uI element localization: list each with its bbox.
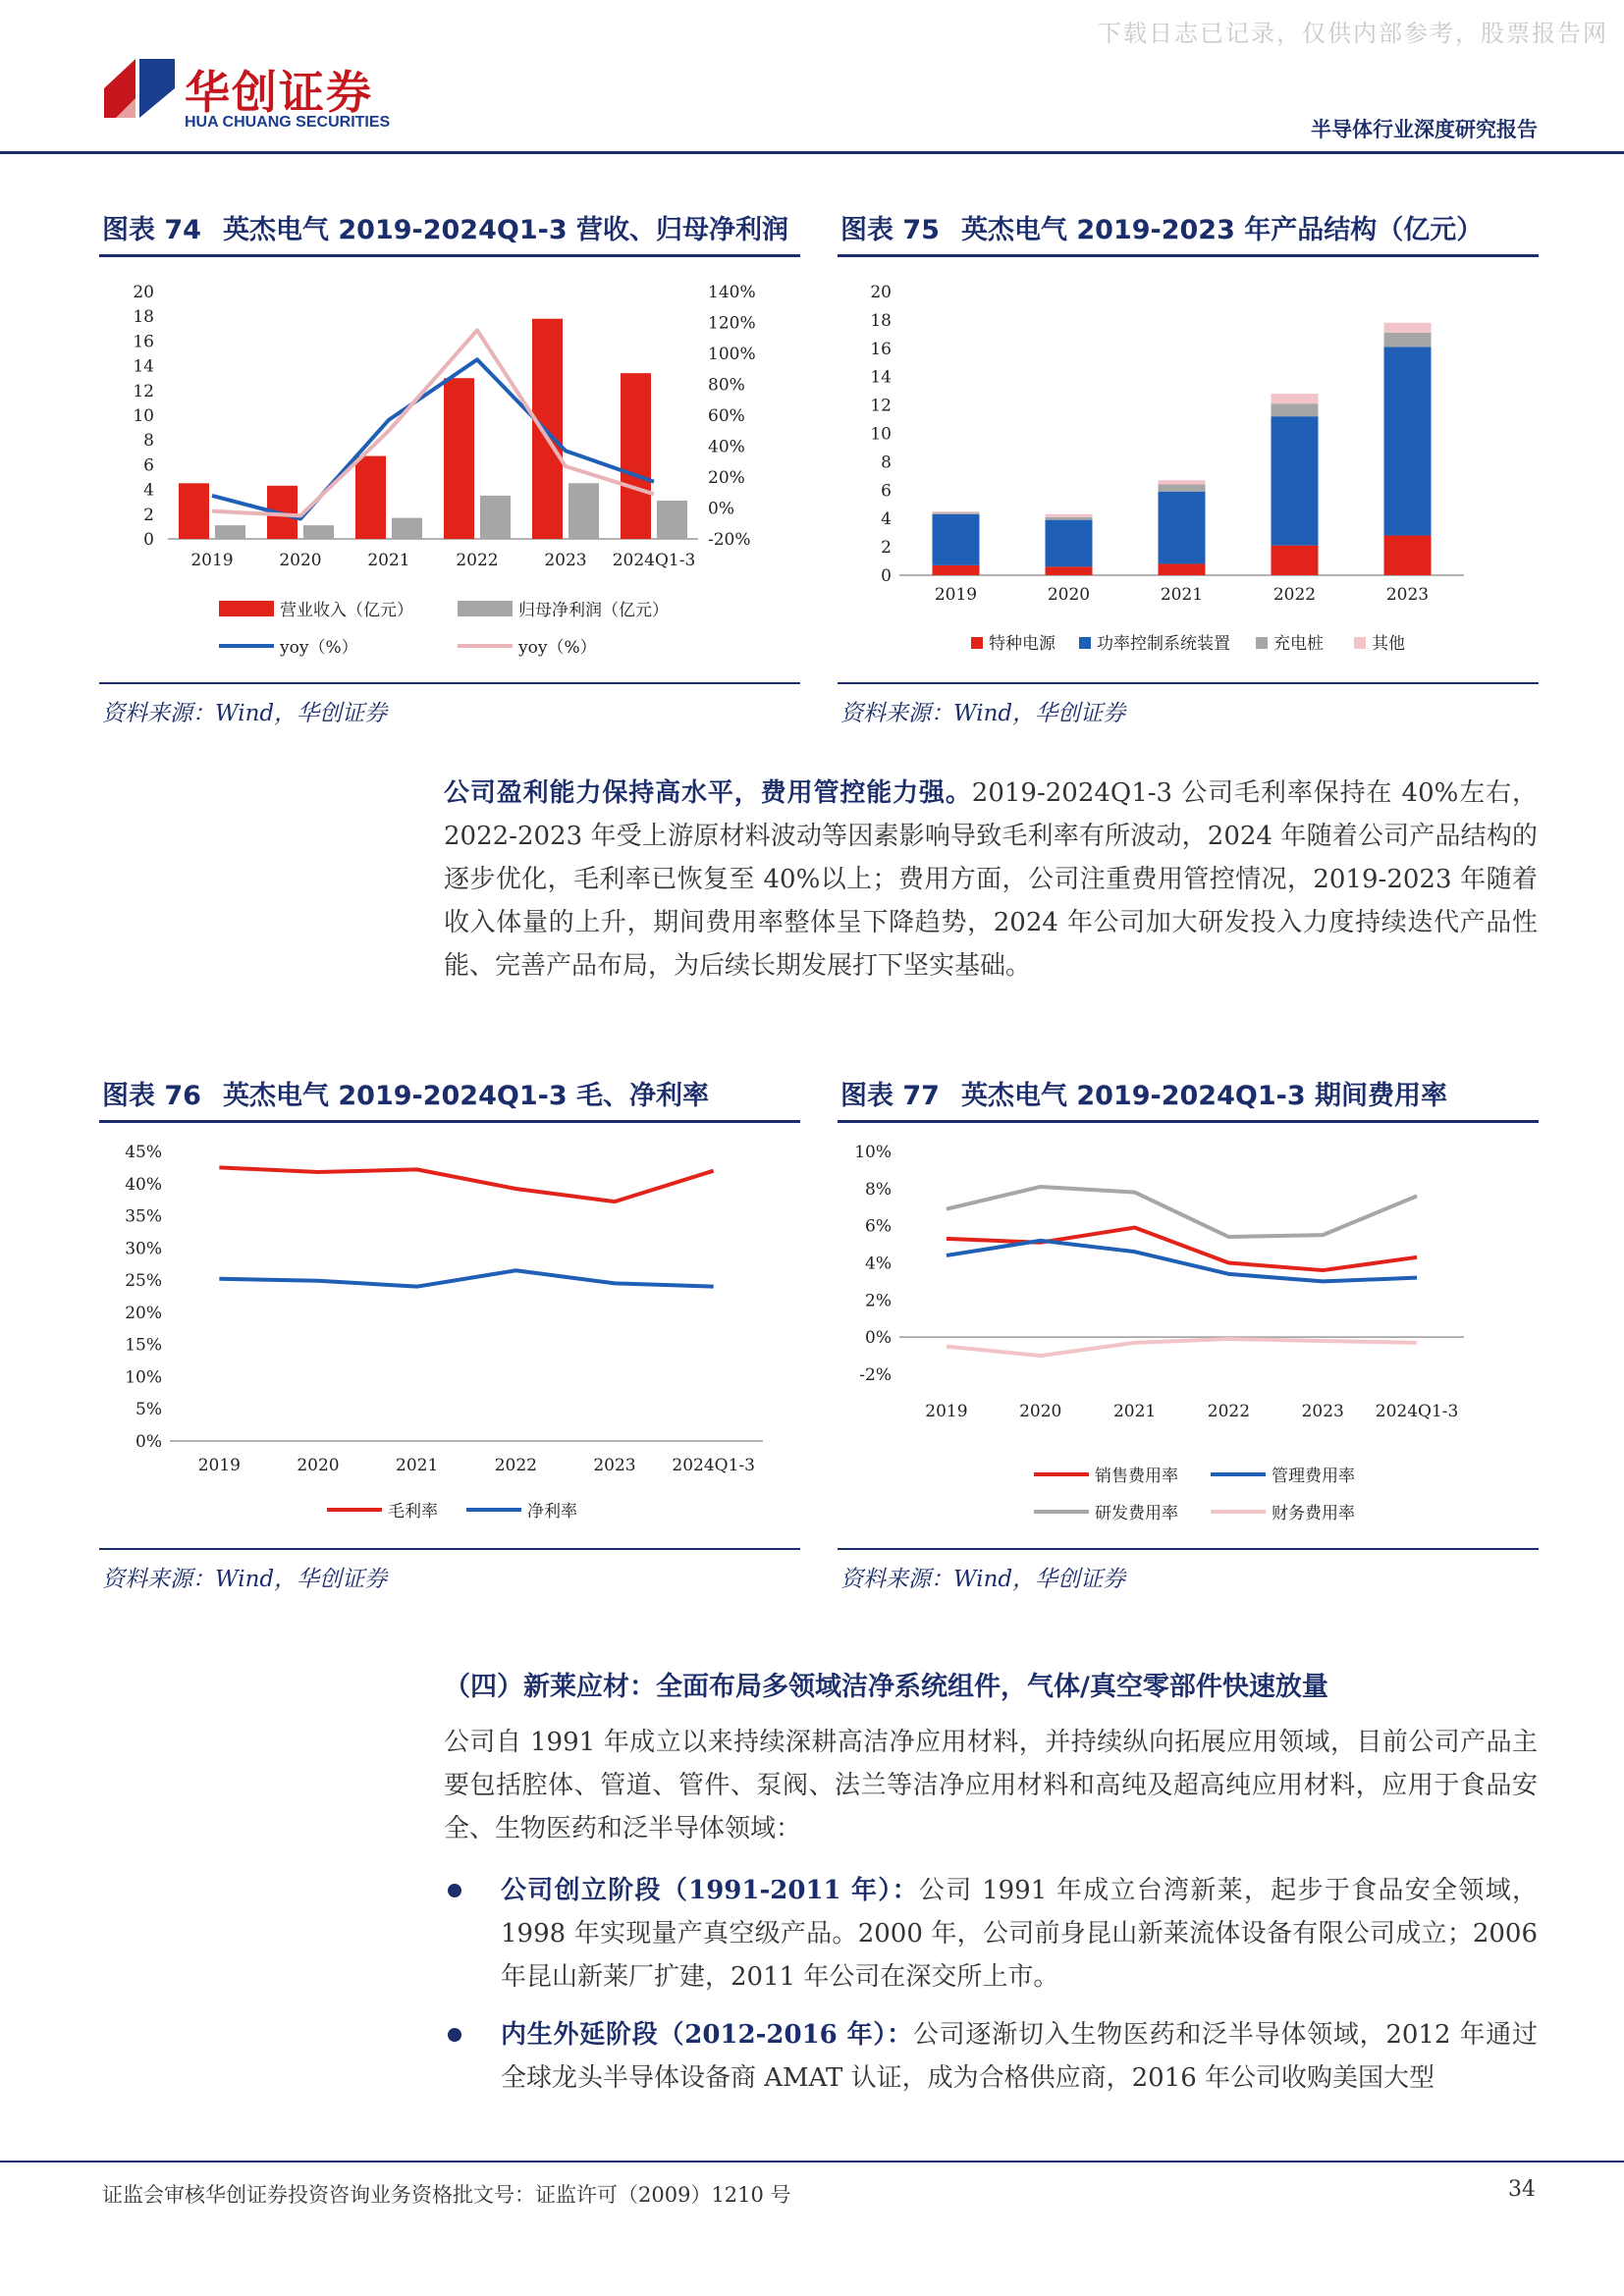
page-number: 34 [1508,2177,1536,2202]
chart-74-y2tick: 60% [708,406,745,426]
chart-76-ytick: 40% [125,1174,162,1195]
chart-74-bar-0-4 [532,319,563,539]
chart-74-xtick: 2022 [456,551,499,570]
chart-74-bar-1-3 [480,496,511,539]
chart-75-bar-2-2 [1159,485,1206,492]
chart-76-ytick: 30% [125,1239,162,1259]
chart-77-legend-label-0: 销售费用率 [1095,1467,1178,1486]
figure-77-title [840,1074,1447,1112]
chart-77-xtick: 2019 [925,1402,968,1421]
chart-74-y2tick: 80% [708,375,745,396]
figure-77-top-rule [838,1120,1539,1123]
chart-74-ytick: 8 [143,431,154,452]
chart-75-xtick: 2019 [934,585,978,605]
figure-75-title [840,208,1483,246]
chart-75-xtick: 2020 [1047,585,1091,605]
chart-75-ytick: 2 [881,538,892,559]
chart-74-bar-0-3 [444,378,474,539]
chart-77-ytick: 0% [865,1328,892,1349]
chart-74-y2tick: 40% [708,437,745,457]
chart-76-xtick: 2019 [197,1456,241,1475]
chart-77-ytick: 6% [865,1216,892,1237]
figure-75-number: 图表 75 [840,215,940,245]
bullet-2-lead: 内生外延阶段（2012-2016 年）： [501,2020,913,2050]
logo-icon [102,55,177,120]
chart-76-ytick: 25% [125,1271,162,1292]
figure-75-caption: 英杰电气 2019-2023 年产品结构（亿元） [960,215,1484,245]
chart-76-legend-label-0: 毛利率 [388,1502,438,1522]
chart-75-xtick: 2023 [1385,585,1430,605]
chart-76-xtick: 2021 [396,1456,439,1475]
chart-74-ytick: 4 [143,480,154,501]
chart-75-xtick: 2021 [1160,585,1204,605]
figure-77-number: 图表 77 [840,1081,940,1111]
chart-74-legend-label-2: yoy（%） [280,638,358,658]
chart-74-y2tick: 120% [708,313,756,334]
header-divider [0,151,1624,154]
chart-74-ytick: 2 [143,505,154,525]
chart-76-ytick: 35% [125,1206,162,1227]
logo-text-en: HUA CHUANG SECURITIES [185,114,391,131]
chart-74-xtick: 2024Q1-3 [612,551,696,570]
chart-75-bar-1-0 [933,514,980,565]
chart-75-ytick: 12 [870,396,892,416]
chart-75-ytick: 14 [870,367,892,388]
figure-75-bottom-rule [838,682,1539,684]
chart-75-bar-0-1 [1046,566,1093,575]
chart-77-line-3 [947,1339,1417,1356]
chart-77-legend-label-2: 研发费用率 [1095,1504,1178,1523]
chart-74-xtick: 2023 [544,551,587,570]
chart-75-legend-label-2: 充电桩 [1273,634,1324,654]
chart-75 [838,261,1539,673]
chart-77-xtick: 2023 [1301,1402,1344,1421]
chart-74-bar-1-2 [392,518,422,539]
chart-74-ytick: 10 [133,406,154,426]
bullet-1 [501,1869,1538,1999]
chart-75-bar-3-4 [1384,323,1432,333]
chart-75-ytick: 4 [881,509,892,530]
chart-75-bar-2-1 [1046,517,1093,520]
chart-75-bar-1-1 [1046,520,1093,567]
bullet-1-dot [448,1884,461,1897]
chart-76-xtick: 2023 [593,1456,636,1475]
figure-74-caption: 英杰电气 2019-2024Q1-3 营收、归母净利润 [222,215,789,245]
chart-75-legend-label-1: 功率控制系统装置 [1097,634,1230,654]
chart-75-legend-swatch-0 [971,637,983,649]
chart-75-legend-swatch-3 [1354,637,1366,649]
footer-license: 证监会审核华创证券投资咨询业务资格批文号：证监许可（2009）1210 号 [102,2183,791,2207]
chart-74-bar-1-1 [303,525,334,539]
chart-74-legend-label-0: 营业收入（亿元） [280,601,413,620]
chart-74-ytick: 16 [133,332,154,352]
chart-74-bar-1-0 [215,525,245,539]
chart-74-y2tick: 140% [708,283,756,302]
chart-76-xtick: 2022 [494,1456,537,1475]
chart-75-bar-1-2 [1159,492,1206,564]
chart-76-ytick: 0% [135,1432,162,1452]
chart-77-legend-label-1: 管理费用率 [1272,1467,1355,1486]
profitability-paragraph [444,772,1538,988]
chart-74 [99,261,800,673]
chart-75-ytick: 0 [881,566,892,586]
chart-76-ytick: 10% [125,1367,162,1388]
figure-76-title [102,1074,709,1112]
chart-74-ytick: 12 [133,381,154,401]
chart-75-xtick: 2022 [1272,585,1317,605]
bullet-2-dot [448,2028,461,2042]
chart-75-ytick: 8 [881,453,892,473]
chart-74-legend-label-1: 归母净利润（亿元） [518,601,669,620]
chart-76-ytick: 45% [125,1143,162,1162]
chart-75-ytick: 18 [870,310,892,331]
chart-74-bar-0-0 [179,483,209,539]
figure-74-number: 图表 74 [102,215,201,245]
watermark-text: 下载日志已记录，仅供内部参考，股票报告网 [1098,20,1608,47]
chart-77-xtick: 2022 [1207,1402,1251,1421]
chart-77-xtick: 2024Q1-3 [1375,1402,1459,1421]
chart-75-bar-2-3 [1272,403,1319,416]
figure-74-bottom-rule [99,682,800,684]
chart-75-bar-0-0 [933,565,980,575]
chart-75-ytick: 10 [870,424,892,445]
bullet-1-text: 公司 1991 年成立台湾新莱，起步于食品安全领域，1998 年实现量产真空级产品。2000 年，公司前身昆山新莱流体设备有限公司成立；2006 年昆山新莱厂扩建，2011 年公司在深交所上市。 [501,1876,1538,1992]
chart-74-bar-0-2 [355,456,386,539]
chart-75-bar-1-3 [1272,416,1319,545]
footer-divider [0,2161,1624,2163]
chart-75-bar-1-4 [1384,347,1432,535]
chart-75-bar-3-1 [1046,514,1093,517]
profitability-lead: 公司盈利能力保持高水平，费用管控能力强。 [444,778,972,808]
chart-74-bar-1-4 [568,483,599,539]
chart-76-xtick: 2024Q1-3 [672,1456,755,1475]
chart-74-bar-1-5 [657,501,687,539]
chart-74-legend-swatch-1 [458,601,513,616]
chart-75-ytick: 20 [870,283,892,302]
figure-74-top-rule [99,254,800,257]
chart-77-ytick: 4% [865,1254,892,1274]
chart-76-line-0 [219,1167,713,1201]
chart-74-legend-swatch-0 [219,601,274,616]
chart-74-ytick: 6 [143,455,154,476]
chart-74-ytick: 18 [133,307,154,328]
figure-77-caption: 英杰电气 2019-2024Q1-3 期间费用率 [960,1081,1448,1111]
profitability-text: 2019-2024Q1-3 公司毛利率保持在 40%左右，2022-2023 年受上游原材料波动等因素影响导致毛利率有所波动，2024 年随着公司产品结构的逐步优化，毛利率已恢复至 40%以上；费用方面，公司注重费用管控情况，2019-2023 年随着收入体量的上升，期间费用率整体呈下降趋势，2024 年公司加大研发投入力度持续迭代产品性能、完善产品布局，为后续长期发展打下坚实基础。 [444,778,1538,981]
chart-75-legend-swatch-1 [1079,637,1091,649]
chart-75-bar-0-4 [1384,536,1432,575]
chart-77-ytick: 10% [854,1143,892,1162]
report-title: 半导体行业深度研究报告 [1311,118,1538,141]
chart-74-ytick: 0 [143,530,154,550]
figure-76-caption: 英杰电气 2019-2024Q1-3 毛、净利率 [222,1081,710,1111]
chart-75-bar-2-4 [1384,333,1432,347]
chart-74-y2tick: 0% [708,499,734,519]
chart-75-bar-3-3 [1272,394,1319,403]
chart-77-line-2 [947,1187,1417,1237]
chart-76 [99,1127,800,1539]
chart-74-y2tick: -20% [708,530,751,550]
figure-75-top-rule [838,254,1539,257]
chart-77-ytick: 2% [865,1291,892,1311]
chart-75-bar-0-2 [1159,563,1206,575]
chart-75-bar-3-0 [933,511,980,512]
figure-75-source: 资料来源：Wind，华创证券 [840,701,1126,726]
chart-75-bar-3-2 [1159,480,1206,484]
figure-77-bottom-rule [838,1548,1539,1550]
chart-74-xtick: 2019 [190,551,234,570]
chart-74-xtick: 2021 [367,551,410,570]
chart-77-xtick: 2020 [1019,1402,1062,1421]
chart-75-bar-2-0 [933,512,980,513]
chart-74-xtick: 2020 [279,551,322,570]
chart-74-y2tick: 100% [708,345,756,364]
chart-77-legend-label-3: 财务费用率 [1272,1504,1355,1523]
chart-74-bar-0-5 [621,373,651,539]
section-4-heading: （四）新莱应材：全面布局多领域洁净系统组件，气体/真空零部件快速放量 [444,1672,1328,1702]
figure-74-title [102,208,788,246]
chart-76-legend-label-1: 净利率 [527,1502,577,1522]
bullet-1-lead: 公司创立阶段（1991-2011 年）： [501,1876,919,1905]
chart-75-legend-label-3: 其他 [1372,634,1405,654]
chart-75-bar-0-3 [1272,546,1319,575]
figure-77-source: 资料来源：Wind，华创证券 [840,1567,1126,1592]
figure-76-top-rule [99,1120,800,1123]
chart-74-legend-label-3: yoy（%） [518,638,597,658]
bullet-2-text: 公司逐渐切入生物医药和泛半导体领域，2012 年通过全球龙头半导体设备商 AMAT 认证，成为合格供应商，2016 年公司收购美国大型 [501,2020,1539,2093]
chart-76-ytick: 5% [135,1400,162,1420]
bullet-2 [501,2013,1538,2100]
chart-77-ytick: 8% [865,1179,892,1200]
chart-77-ytick: -2% [859,1365,892,1385]
chart-75-ytick: 6 [881,481,892,502]
chart-74-ytick: 14 [133,356,154,377]
chart-76-ytick: 20% [125,1303,162,1323]
chart-77-xtick: 2021 [1112,1402,1157,1421]
chart-75-ytick: 16 [870,339,892,359]
chart-75-legend-label-0: 特种电源 [989,634,1056,654]
logo-text-cn: 华创证券 [185,66,373,119]
figure-76-source: 资料来源：Wind，华创证券 [102,1567,388,1592]
figure-76-number: 图表 76 [102,1081,201,1111]
chart-76-ytick: 15% [125,1335,162,1356]
chart-74-y2tick: 20% [708,468,745,488]
chart-74-ytick: 20 [133,283,154,302]
chart-76-line-1 [219,1270,713,1286]
chart-76-xtick: 2020 [297,1456,340,1475]
chart-77 [838,1127,1539,1539]
section-4-intro: 公司自 1991 年成立以来持续深耕高洁净应用材料，并持续纵向拓展应用领域，目前公司产品主要包括腔体、管道、管件、泵阀、法兰等洁净应用材料和高纯及超高纯应用材料，应用于食品安全、生物医药和泛半导体领域： [444,1728,1538,1843]
figure-74-source: 资料来源：Wind，华创证券 [102,701,388,726]
chart-75-legend-swatch-2 [1256,637,1268,649]
figure-76-bottom-rule [99,1548,800,1550]
